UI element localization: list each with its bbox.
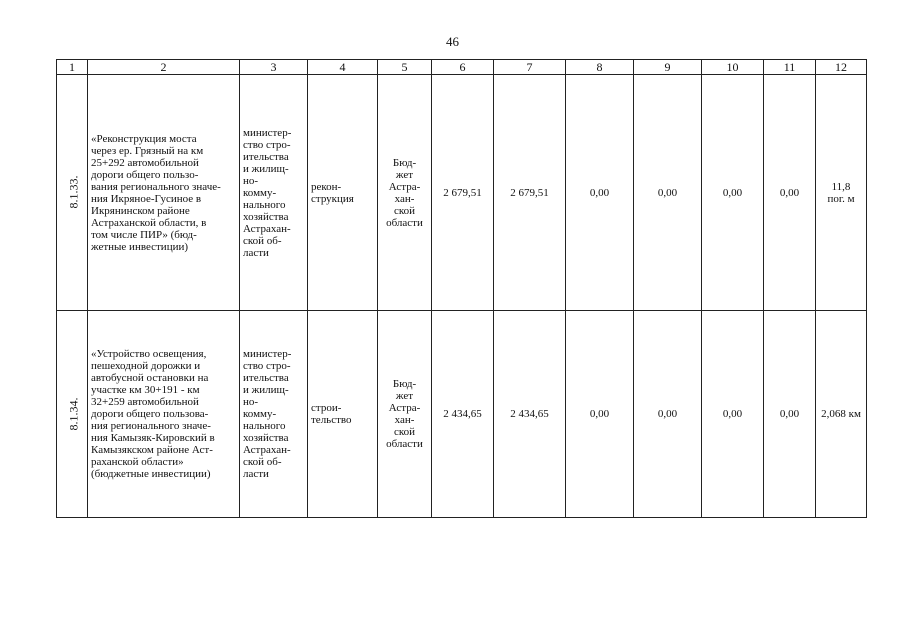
value-cell: 0,00 [702, 75, 764, 311]
value-cell: 0,00 [634, 311, 702, 518]
column-number-row [57, 60, 867, 75]
work-type-cell: рекон- струкция [308, 75, 378, 311]
program-table [56, 59, 867, 518]
column-header: 4 [308, 60, 378, 75]
value-cell: 2 679,51 [432, 75, 494, 311]
column-header: 8 [566, 60, 634, 75]
value-cell: 2 434,65 [494, 311, 566, 518]
column-header: 2 [88, 60, 240, 75]
row-number-cell [57, 311, 88, 518]
value-cell: 0,00 [764, 75, 816, 311]
table-row [57, 311, 867, 518]
executor-cell: министер- ство стро- ительства и жилищ- но- комму- нального хозяйства Астрахан- ской об- ласти [240, 75, 308, 311]
project-name-cell: «Реконструкция моста через ер. Грязный на км 25+292 автомобильной дороги общего пользо- вания регионального значе- ния Икряное-Гусиное в Икрянинском районе Астраханской области, в том числе ПИР» (бюд- жетные инвестиции) [88, 75, 240, 311]
funding-source-cell: Бюд- жет Астра- хан- ской области [378, 311, 432, 518]
row-number: 8.1.33. [66, 175, 81, 209]
value-cell: 0,00 [634, 75, 702, 311]
column-header: 7 [494, 60, 566, 75]
column-header: 1 [57, 60, 88, 75]
capacity-cell: 2,068 км [816, 311, 867, 518]
funding-source-cell: Бюд- жет Астра- хан- ской области [378, 75, 432, 311]
column-header: 10 [702, 60, 764, 75]
column-header: 9 [634, 60, 702, 75]
value-cell: 0,00 [764, 311, 816, 518]
project-name-cell: «Устройство освещения, пешеходной дорожки и автобусной остановки на участке км 30+191 - км 32+259 автомобильной дороги общего пользова- ния регионального значе- ния Камызяк-Кировский в Камызякском районе Аст- раханской области» (бюджетные инвестиции) [88, 311, 240, 518]
value-cell: 2 434,65 [432, 311, 494, 518]
row-number-cell [57, 75, 88, 311]
executor-cell: министер- ство стро- ительства и жилищ- но- комму- нального хозяйства Астрахан- ской об- ласти [240, 311, 308, 518]
work-type-cell: строи- тельство [308, 311, 378, 518]
value-cell: 2 679,51 [494, 75, 566, 311]
column-header: 5 [378, 60, 432, 75]
column-header: 12 [816, 60, 867, 75]
column-header: 3 [240, 60, 308, 75]
capacity-cell: 11,8 пог. м [816, 75, 867, 311]
value-cell: 0,00 [702, 311, 764, 518]
row-number: 8.1.34. [66, 397, 81, 430]
table-row [57, 75, 867, 311]
value-cell: 0,00 [566, 75, 634, 311]
column-header: 11 [764, 60, 816, 75]
value-cell: 0,00 [566, 311, 634, 518]
column-header: 6 [432, 60, 494, 75]
page-number: 46 [446, 34, 459, 49]
